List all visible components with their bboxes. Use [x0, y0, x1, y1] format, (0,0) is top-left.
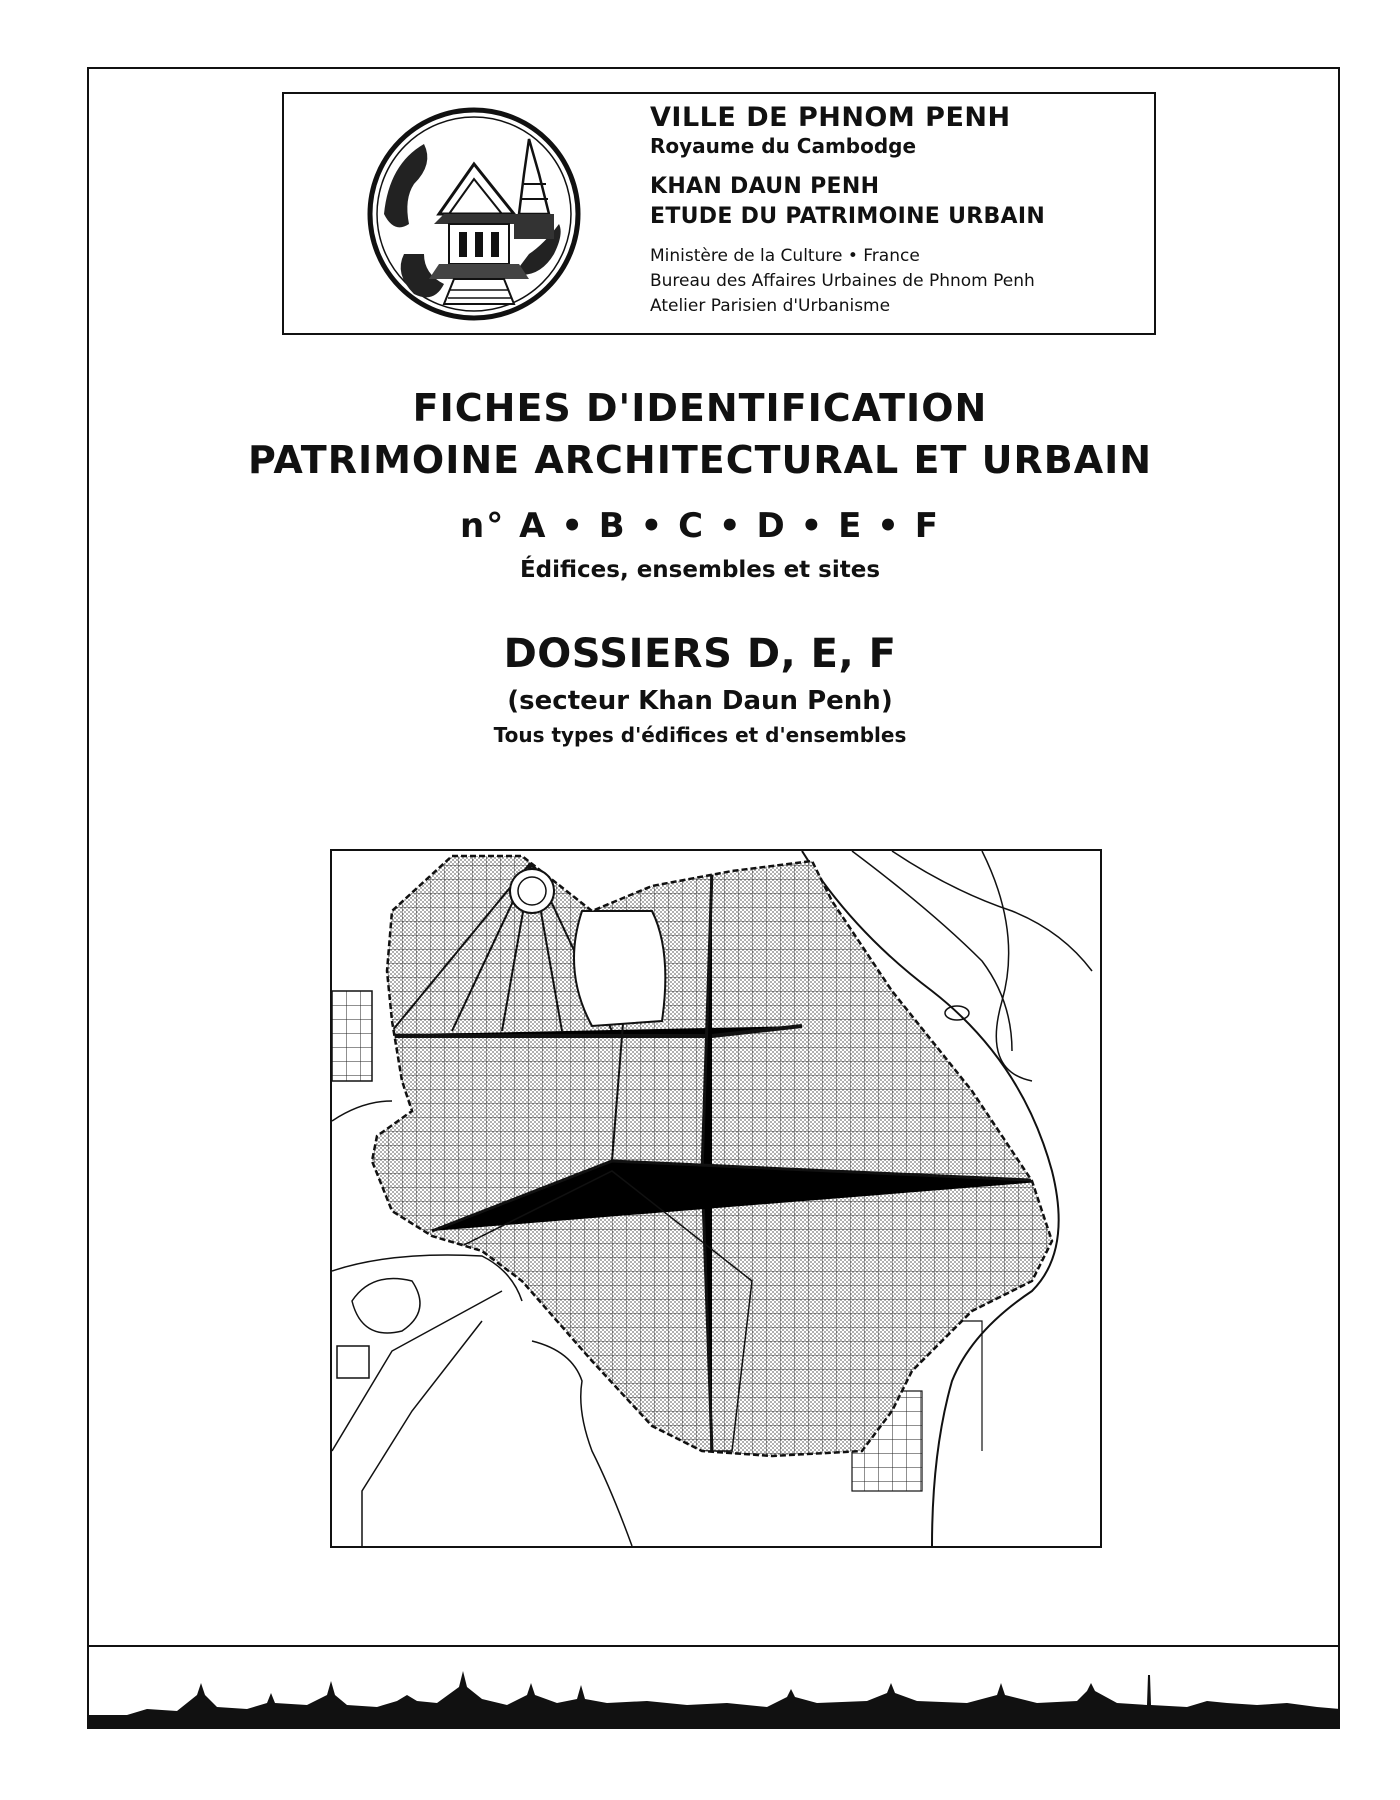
partner-item: Bureau des Affaires Urbaines de Phnom Penh — [650, 271, 1035, 291]
main-title — [0, 382, 1400, 486]
main-title-line1: FICHES D'IDENTIFICATION — [412, 386, 988, 430]
district-map-drawing — [332, 851, 1100, 1546]
district-name: KHAN DAUN PENH — [650, 174, 880, 199]
city-skyline-silhouette — [87, 1665, 1340, 1729]
dossiers-title: DOSSIERS D, E, F — [503, 631, 897, 677]
header-text — [650, 102, 1140, 319]
kingdom-name: Royaume du Cambodge — [650, 134, 917, 158]
partner-item: Ministère de la Culture • France — [650, 246, 920, 266]
dossiers-sector: (secteur Khan Daun Penh) — [507, 686, 893, 716]
study-name: ETUDE DU PATRIMOINE URBAIN — [650, 204, 1046, 229]
city-name: VILLE DE PHNOM PENH — [650, 102, 1011, 133]
series-numbers: n° A • B • C • D • E • F — [460, 506, 940, 546]
skyline-divider — [87, 1645, 1340, 1647]
district-map — [330, 849, 1102, 1548]
dossiers-types: Tous types d'édifices et d'ensembles — [493, 723, 907, 747]
series-subtitle: Édifices, ensembles et sites — [519, 557, 881, 583]
partner-item: Atelier Parisien d'Urbanisme — [650, 296, 891, 316]
header-box — [282, 92, 1156, 335]
city-emblem-illustration — [364, 104, 584, 324]
main-title-line2: PATRIMOINE ARCHITECTURAL ET URBAIN — [247, 438, 1153, 482]
partners-list — [650, 244, 1140, 319]
